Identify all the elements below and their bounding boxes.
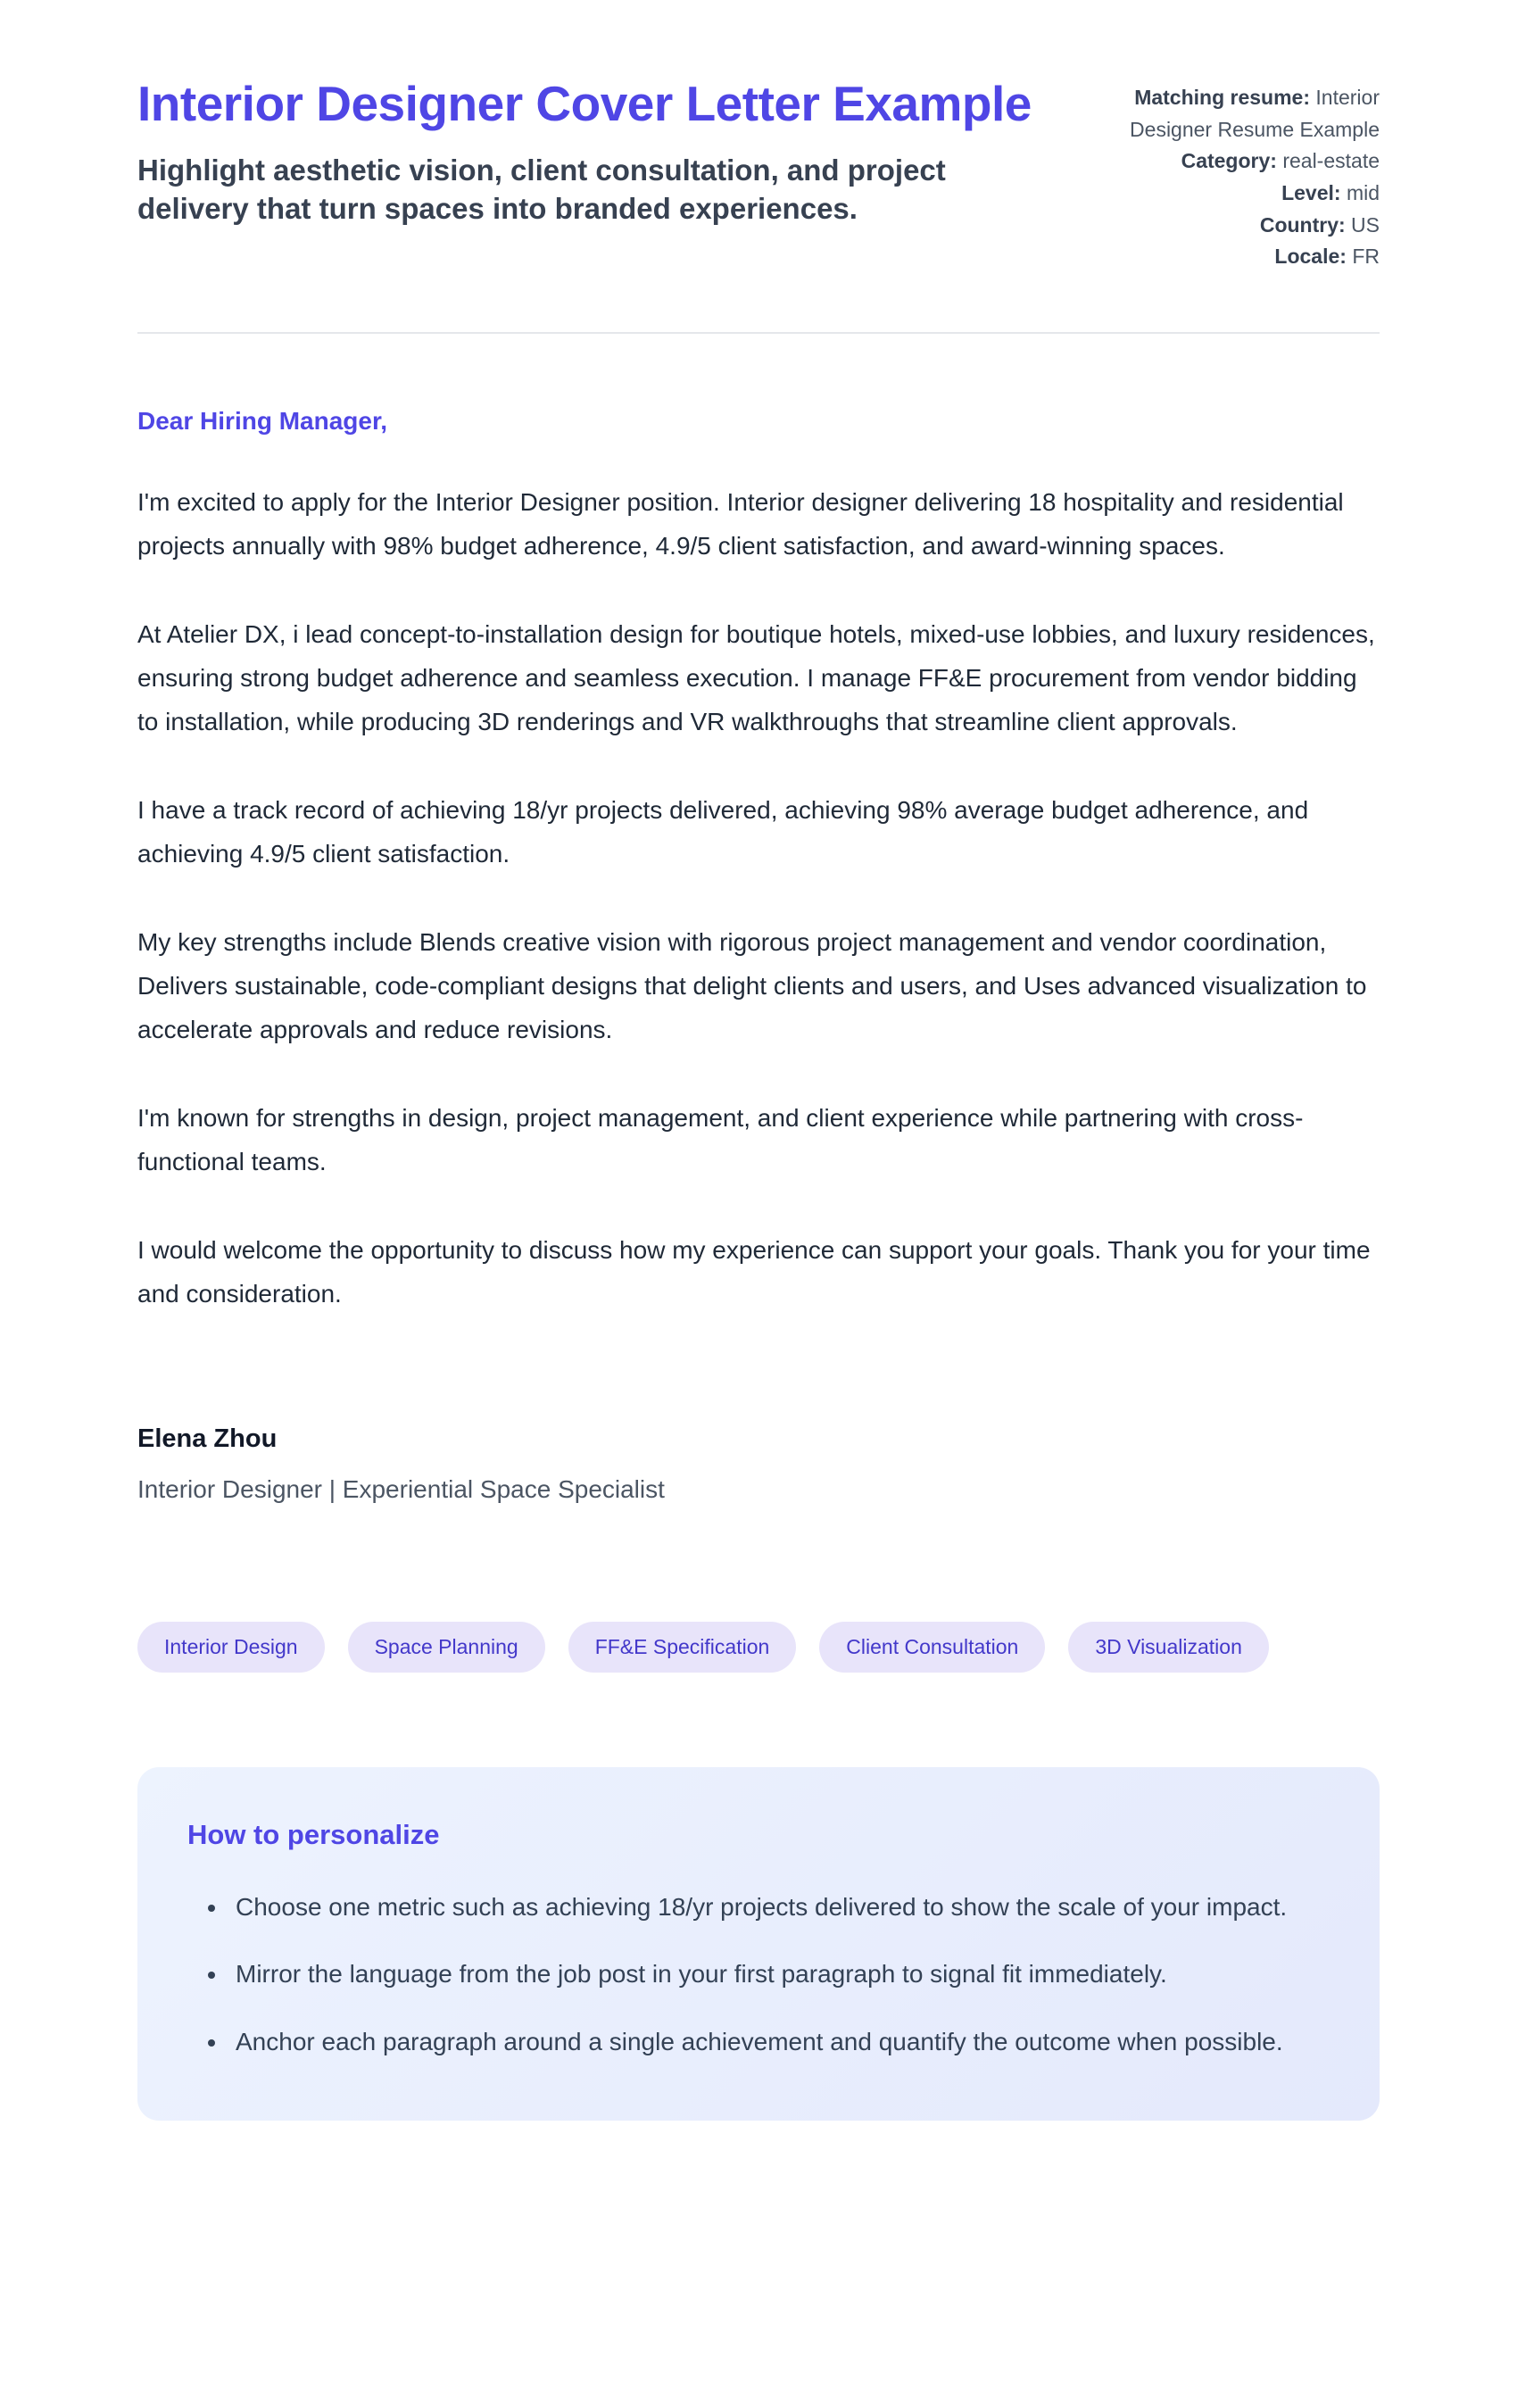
meta-locale <box>1085 241 1380 273</box>
personalize-heading: How to personalize <box>187 1818 440 1850</box>
skill-tag-interior-design[interactable]: Interior Design <box>137 1622 325 1673</box>
meta-label: Locale: <box>1274 245 1347 269</box>
salutation: Dear Hiring Manager, <box>137 406 388 435</box>
letter-paragraph: My key strengths include Blends creative vision with rigorous project management and vendor coordination, Delivers sustainable, code-compliant designs that delight clients and users, and Uses advanced visualization to accelerate approvals and reduce revisions. <box>137 927 1367 1043</box>
meta-level <box>1085 178 1380 210</box>
personalize-tip-list <box>187 1887 1330 2062</box>
letter-paragraph: At Atelier DX, i lead concept-to-installation design for boutique hotels, mixed-use lobbies, and luxury residences, ensuring strong budget adherence and seamless execution. I manage FF&E procurement from vendor bidding to installation, while producing 3D renderings and VR walkthroughs that streamline client approvals. <box>137 619 1375 735</box>
cover-letter-page <box>137 0 1380 2192</box>
page-title: Interior Designer Cover Letter Example <box>137 76 1032 131</box>
meta-value: real-estate <box>1282 149 1380 173</box>
page-header <box>137 75 1380 273</box>
letter-paragraph: I'm known for strengths in design, project management, and client experience while partnering with cross-functional teams. <box>137 1103 1304 1175</box>
meta-category <box>1085 145 1380 178</box>
meta-country <box>1085 210 1380 242</box>
meta-value: mid <box>1346 180 1380 204</box>
meta-label: Level: <box>1281 180 1341 204</box>
letter-paragraph: I would welcome the opportunity to discuss how my experience can support your goals. Thank you for your time and consideration. <box>137 1235 1371 1308</box>
signature-name: Elena Zhou <box>137 1424 278 1453</box>
meta-value: FR <box>1352 245 1380 269</box>
header-divider <box>137 332 1380 334</box>
skill-tags <box>137 1622 1380 1673</box>
letter-paragraph: I'm excited to apply for the Interior Designer position. Interior designer delivering 18 hospitality and residential projects annually with 98% budget adherence, 4.9/5 client satisfaction, and award-winning spaces. <box>137 487 1344 560</box>
signature-role: Interior Designer | Experiential Space Specialist <box>137 1474 665 1503</box>
meta-value: US <box>1351 212 1380 237</box>
skill-tag-client-consultation[interactable]: Client Consultation <box>819 1622 1045 1673</box>
letter-body <box>137 407 1380 1504</box>
personalize-tip: • Mirror the language from the job post in your first paragraph to signal fit immediately. <box>228 1954 1330 1994</box>
meta-label: Country: <box>1259 212 1346 237</box>
meta-panel <box>1085 75 1380 273</box>
meta-label: Category: <box>1181 149 1277 173</box>
meta-value: Interior Designer Resume Example <box>1130 86 1380 141</box>
header-title-block <box>137 75 1048 228</box>
personalize-tip: • Anchor each paragraph around a single achievement and quantify the outcome when possible. <box>228 2022 1330 2062</box>
skill-tag-space-planning[interactable]: Space Planning <box>348 1622 545 1673</box>
meta-label: Matching resume: <box>1134 86 1311 109</box>
personalize-box <box>137 1767 1380 2121</box>
skill-tag-3d-visualization[interactable]: 3D Visualization <box>1068 1622 1269 1673</box>
letter-paragraph: I have a track record of achieving 18/yr projects delivered, achieving 98% average budget adherence, and achieving 4.9/5 client satisfaction. <box>137 795 1309 868</box>
skill-tag-ffe-specification[interactable]: FF&E Specification <box>568 1622 797 1673</box>
personalize-tip: • Choose one metric such as achieving 18/yr projects delivered to show the scale of your impact. <box>228 1887 1330 1927</box>
page-subtitle: Highlight aesthetic vision, client consultation, and project delivery that turn spaces into branded experiences. <box>137 153 946 226</box>
meta-matching-resume <box>1085 82 1380 145</box>
